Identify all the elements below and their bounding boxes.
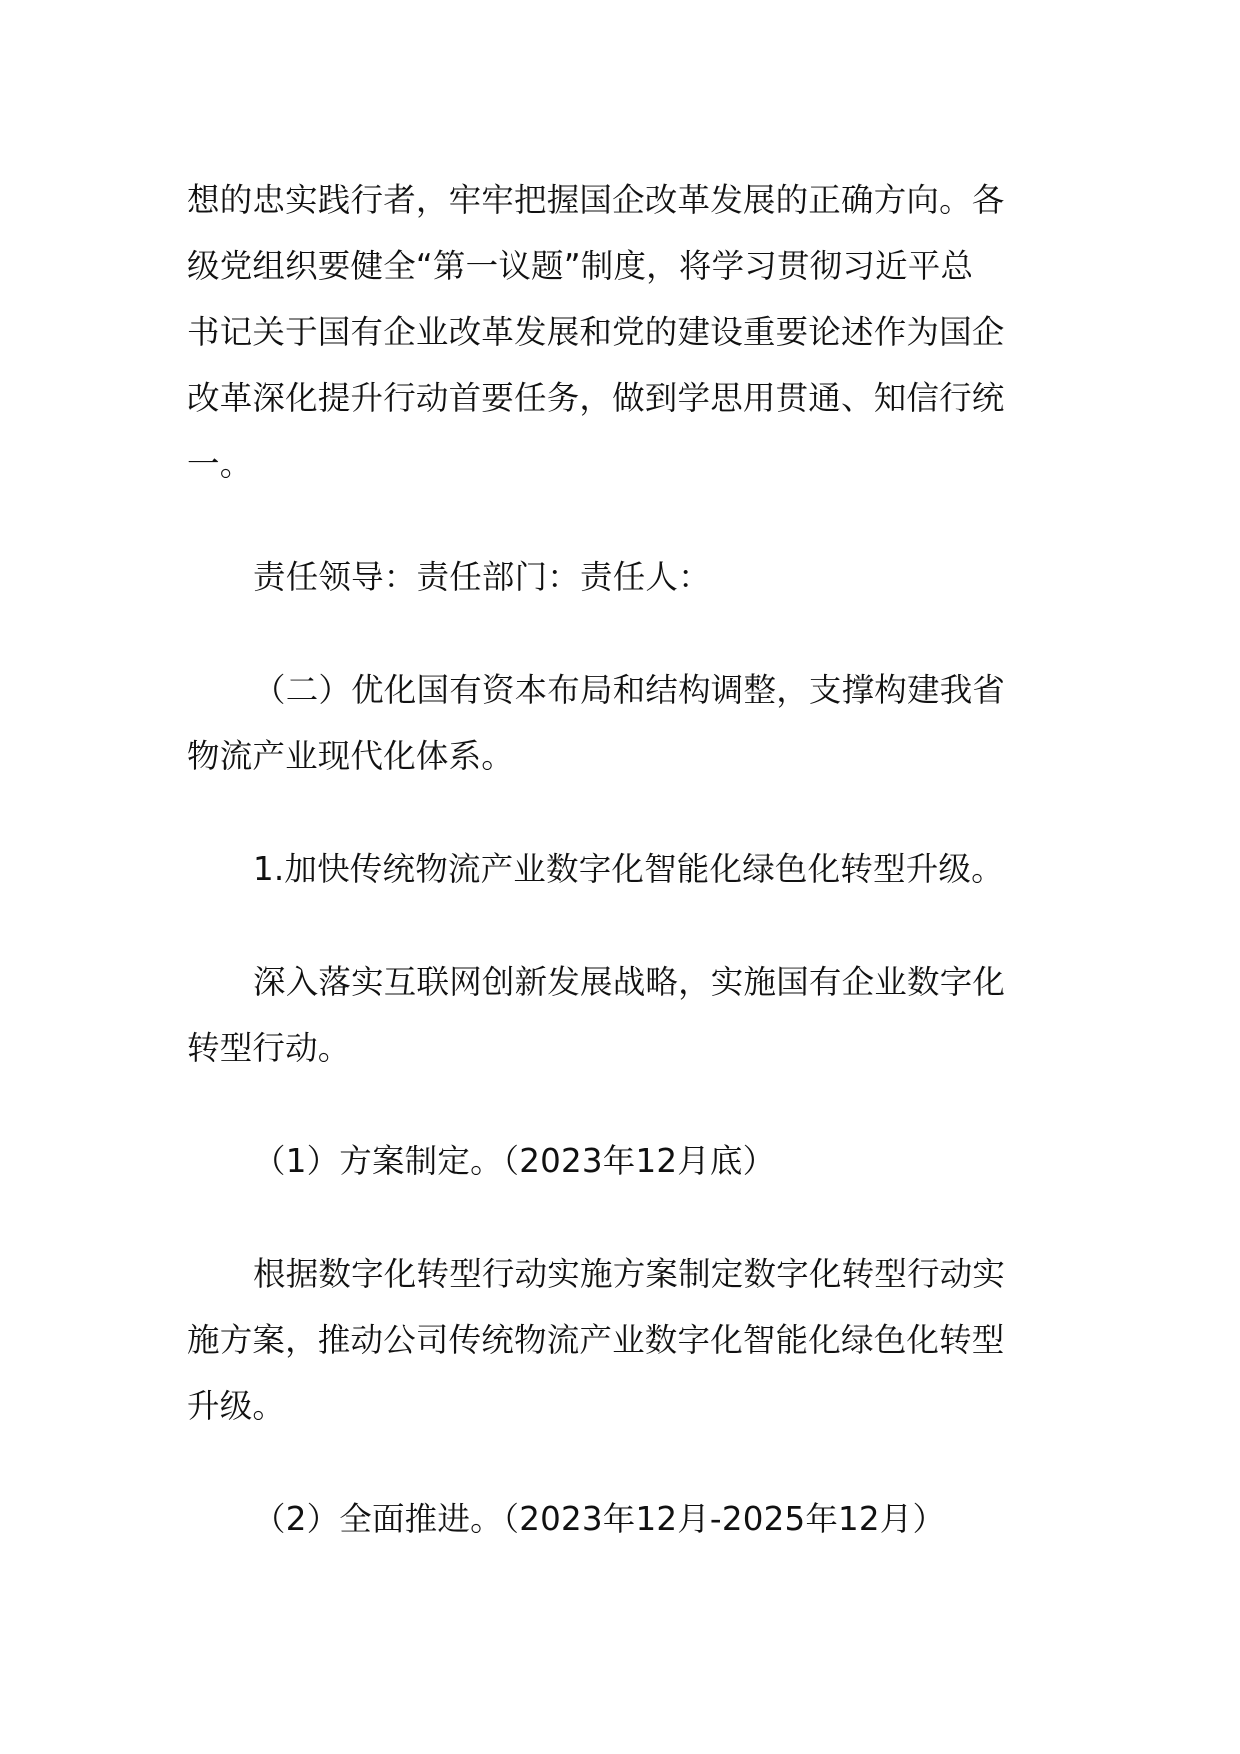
paragraph-line: 一。 [187,445,253,483]
paragraph-gap [187,497,1027,544]
paragraph-line: 责任领导：责任部门：责任人： [253,558,711,596]
paragraph-line: 施方案，推动公司传统物流产业数字化智能化绿色化转型 [187,1321,1005,1359]
paragraph-gap [187,1439,1027,1486]
section-heading-2 [187,657,1027,789]
paragraph-line: 物流产业现代化体系。 [187,737,515,775]
responsibility-line [187,544,1027,610]
subsection-heading-1 [187,836,1027,902]
paragraph-line: （1）方案制定。（2023年12月底） [253,1142,776,1180]
paragraph-digital-strategy [187,949,1027,1081]
paragraph-gap [187,902,1027,949]
paragraph-line: 升级。 [187,1387,286,1425]
paragraph-line: 改革深化提升行动首要任务，做到学思用贯通、知信行统 [187,379,1005,417]
paragraph-gap [187,1081,1027,1128]
paragraph-line: （二）优化国有资本布局和结构调整，支撑构建我省 [253,671,1006,709]
paragraph-line: 转型行动。 [187,1029,351,1067]
item-2-advance [187,1486,1027,1552]
paragraph-line: 深入落实互联网创新发展战略，实施国有企业数字化 [253,963,1006,1001]
paragraph-party-study [187,167,1027,497]
paragraph-gap [187,789,1027,836]
paragraph-line: （2）全面推进。（2023年12月-2025年12月） [253,1500,946,1538]
paragraph-line: 书记关于国有企业改革发展和党的建设重要论述作为国企 [187,313,1005,351]
document-body [187,167,1027,1552]
paragraph-line: 1.加快传统物流产业数字化智能化绿色化转型升级。 [253,850,1004,888]
paragraph-gap [187,610,1027,657]
paragraph-line: 想的忠实践行者，牢牢把握国企改革发展的正确方向。各 [187,181,1005,219]
paragraph-line: 级党组织要健全“第一议题”制度，将学习贯彻习近平总 [187,247,974,285]
paragraph-plan-detail [187,1241,1027,1439]
paragraph-gap [187,1194,1027,1241]
item-1-plan [187,1128,1027,1194]
paragraph-line: 根据数字化转型行动实施方案制定数字化转型行动实 [253,1255,1006,1293]
